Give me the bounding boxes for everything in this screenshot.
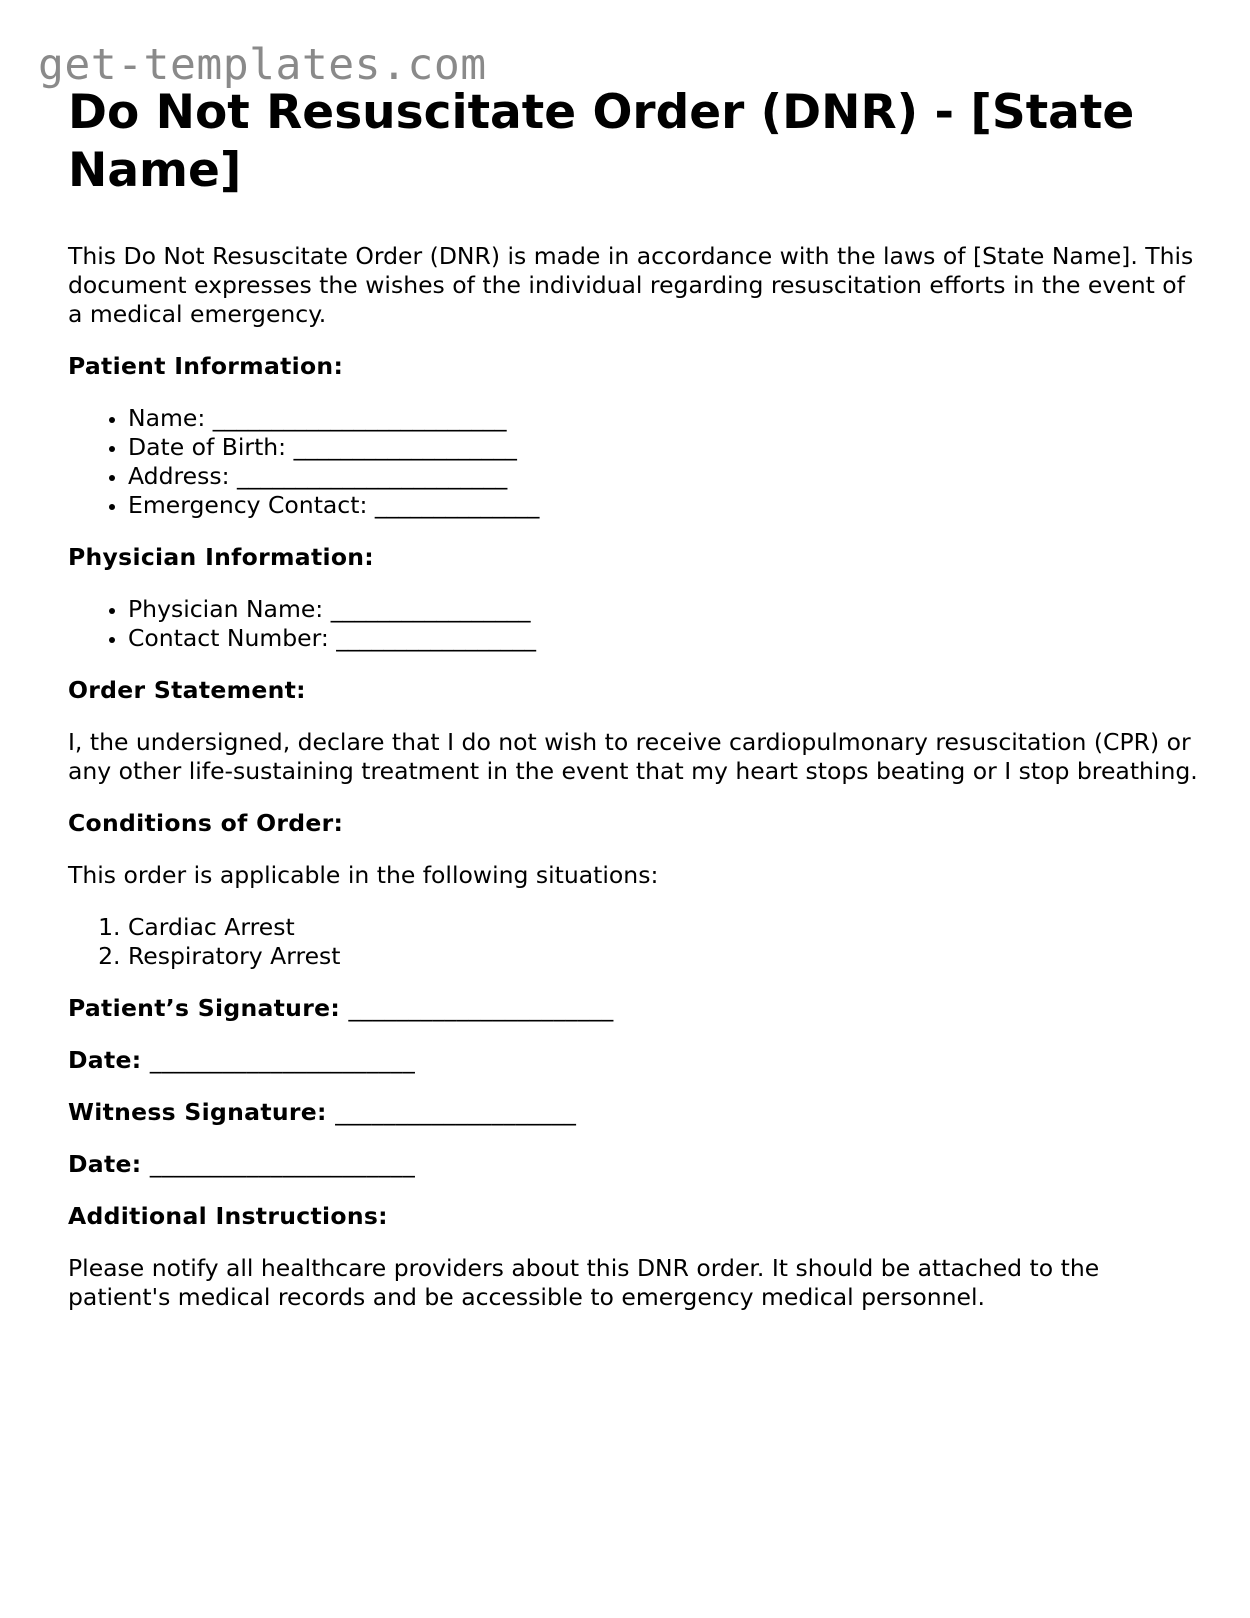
emergency-contact-field[interactable] <box>128 491 1198 520</box>
patient-signature-line[interactable] <box>68 994 1198 1023</box>
patient-name-field[interactable] <box>128 404 1198 433</box>
patient-dob-field[interactable] <box>128 433 1198 462</box>
field-blank[interactable]: ___________________ <box>293 433 517 461</box>
order-statement-heading: Order Statement: <box>68 676 306 704</box>
conditions-text: This order is applicable in the following situations: <box>68 861 659 889</box>
contact-number-field[interactable] <box>128 624 1198 653</box>
field-label: Emergency Contact: <box>128 491 368 519</box>
patient-date-line[interactable] <box>68 1046 1198 1075</box>
patient-info-list <box>68 404 1198 520</box>
additional-instructions-heading: Additional Instructions: <box>68 1202 388 1230</box>
date-blank[interactable]: ______________________ <box>149 1150 416 1178</box>
field-blank[interactable]: _________________________ <box>212 404 507 432</box>
field-blank[interactable]: _______________________ <box>237 462 508 490</box>
watermark: get-templates.com <box>38 40 487 90</box>
field-label: Address: <box>128 462 230 490</box>
signature-blank[interactable]: ______________________ <box>348 994 614 1022</box>
conditions-heading: Conditions of Order: <box>68 809 344 837</box>
date-blank[interactable]: ______________________ <box>149 1046 416 1074</box>
condition-item: 2. Respiratory Arrest <box>128 942 1198 971</box>
conditions-list <box>68 913 1198 971</box>
physician-info-heading: Physician Information: <box>68 543 375 571</box>
date-label: Date: <box>68 1150 142 1178</box>
field-blank[interactable]: _________________ <box>330 595 531 623</box>
physician-name-field[interactable] <box>128 595 1198 624</box>
signature-label: Patient’s Signature: <box>68 994 341 1022</box>
field-blank[interactable]: _________________ <box>336 624 537 652</box>
field-label: Name: <box>128 404 206 432</box>
intro-paragraph: This Do Not Resuscitate Order (DNR) is made in accordance with the laws of [State Name]. This document expresses the wishes of the individual regarding resuscitation efforts in the event of a medical emergency. <box>68 242 1194 328</box>
date-label: Date: <box>68 1046 142 1074</box>
signature-blank[interactable]: ____________________ <box>335 1098 577 1126</box>
document-page <box>68 84 1198 1312</box>
field-blank[interactable]: ______________ <box>374 491 540 519</box>
signature-label: Witness Signature: <box>68 1098 327 1126</box>
physician-info-list <box>68 595 1198 653</box>
document-title: Do Not Resuscitate Order (DNR) - [State Name] <box>68 85 1135 198</box>
witness-date-line[interactable] <box>68 1150 1198 1179</box>
patient-address-field[interactable] <box>128 462 1198 491</box>
field-label: Contact Number: <box>128 624 329 652</box>
field-label: Physician Name: <box>128 595 324 623</box>
order-statement-text: I, the undersigned, declare that I do not wish to receive cardiopulmonary resuscitation (CPR) or any other life-sustaining treatment in the event that my heart stops beating or I stop breathing. <box>68 728 1198 785</box>
patient-info-heading: Patient Information: <box>68 352 344 380</box>
condition-item: 1. Cardiac Arrest <box>128 913 1198 942</box>
additional-instructions-text: Please notify all healthcare providers about this DNR order. It should be attached to the patient's medical records and be accessible to emergency medical personnel. <box>68 1254 1100 1311</box>
field-label: Date of Birth: <box>128 433 287 461</box>
witness-signature-line[interactable] <box>68 1098 1198 1127</box>
